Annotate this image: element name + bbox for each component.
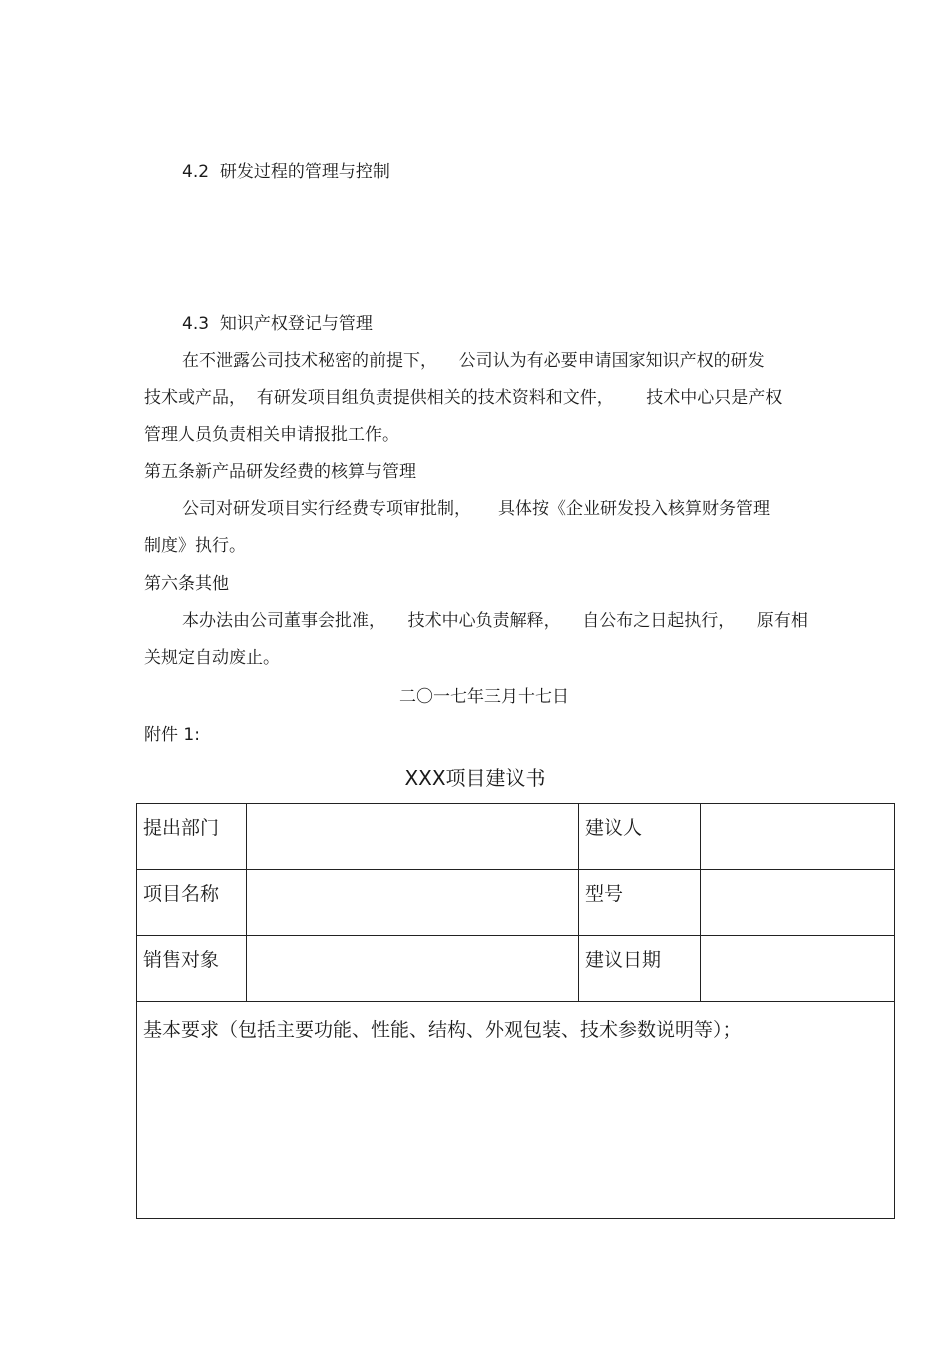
proposal-form-table bbox=[136, 803, 895, 1219]
form-row bbox=[137, 936, 895, 1002]
form-label-department: 提出部门 bbox=[137, 804, 247, 870]
form-row bbox=[137, 870, 895, 936]
form-row-requirements bbox=[137, 1002, 895, 1219]
document-date: 二〇一七年三月十七日 bbox=[399, 687, 569, 707]
form-label-project-name: 项目名称 bbox=[137, 870, 247, 936]
form-field-requirements[interactable]: 基本要求（包括主要功能、性能、结构、外观包装、技术参数说明等）； bbox=[137, 1002, 895, 1219]
form-row bbox=[137, 804, 895, 870]
section-heading-4-3: 4.3 知识产权登记与管理 bbox=[182, 314, 373, 334]
article-5-title: 第五条新产品研发经费的核算与管理 bbox=[144, 462, 416, 482]
form-field-proposal-date[interactable] bbox=[701, 936, 895, 1002]
form-title: XXX项目建议书 bbox=[404, 766, 546, 790]
attachment-label: 附件 1: bbox=[144, 725, 200, 745]
paragraph-line: 制度》执行。 bbox=[144, 536, 246, 556]
paragraph-line: 管理人员负责相关申请报批工作。 bbox=[144, 425, 399, 445]
form-field-sales-target[interactable] bbox=[247, 936, 579, 1002]
form-field-proposer[interactable] bbox=[701, 804, 895, 870]
form-label-proposal-date: 建议日期 bbox=[579, 936, 701, 1002]
form-label-proposer: 建议人 bbox=[579, 804, 701, 870]
paragraph-line: 本办法由公司董事会批准， 技术中心负责解释， 自公布之日起执行， 原有相 bbox=[182, 611, 808, 631]
section-heading-4-2: 4.2 研发过程的管理与控制 bbox=[182, 162, 390, 182]
form-field-department[interactable] bbox=[247, 804, 579, 870]
paragraph-line: 技术或产品， 有研发项目组负责提供相关的技术资料和文件， 技术中心只是产权 bbox=[144, 388, 783, 408]
form-field-model[interactable] bbox=[701, 870, 895, 936]
article-6-title: 第六条其他 bbox=[144, 574, 229, 594]
paragraph-line: 在不泄露公司技术秘密的前提下， 公司认为有必要申请国家知识产权的研发 bbox=[182, 351, 765, 371]
form-field-project-name[interactable] bbox=[247, 870, 579, 936]
form-label-model: 型号 bbox=[579, 870, 701, 936]
form-label-sales-target: 销售对象 bbox=[137, 936, 247, 1002]
paragraph-line: 公司对研发项目实行经费专项审批制， 具体按《企业研发投入核算财务管理 bbox=[182, 499, 771, 519]
paragraph-line: 关规定自动废止。 bbox=[144, 648, 280, 668]
